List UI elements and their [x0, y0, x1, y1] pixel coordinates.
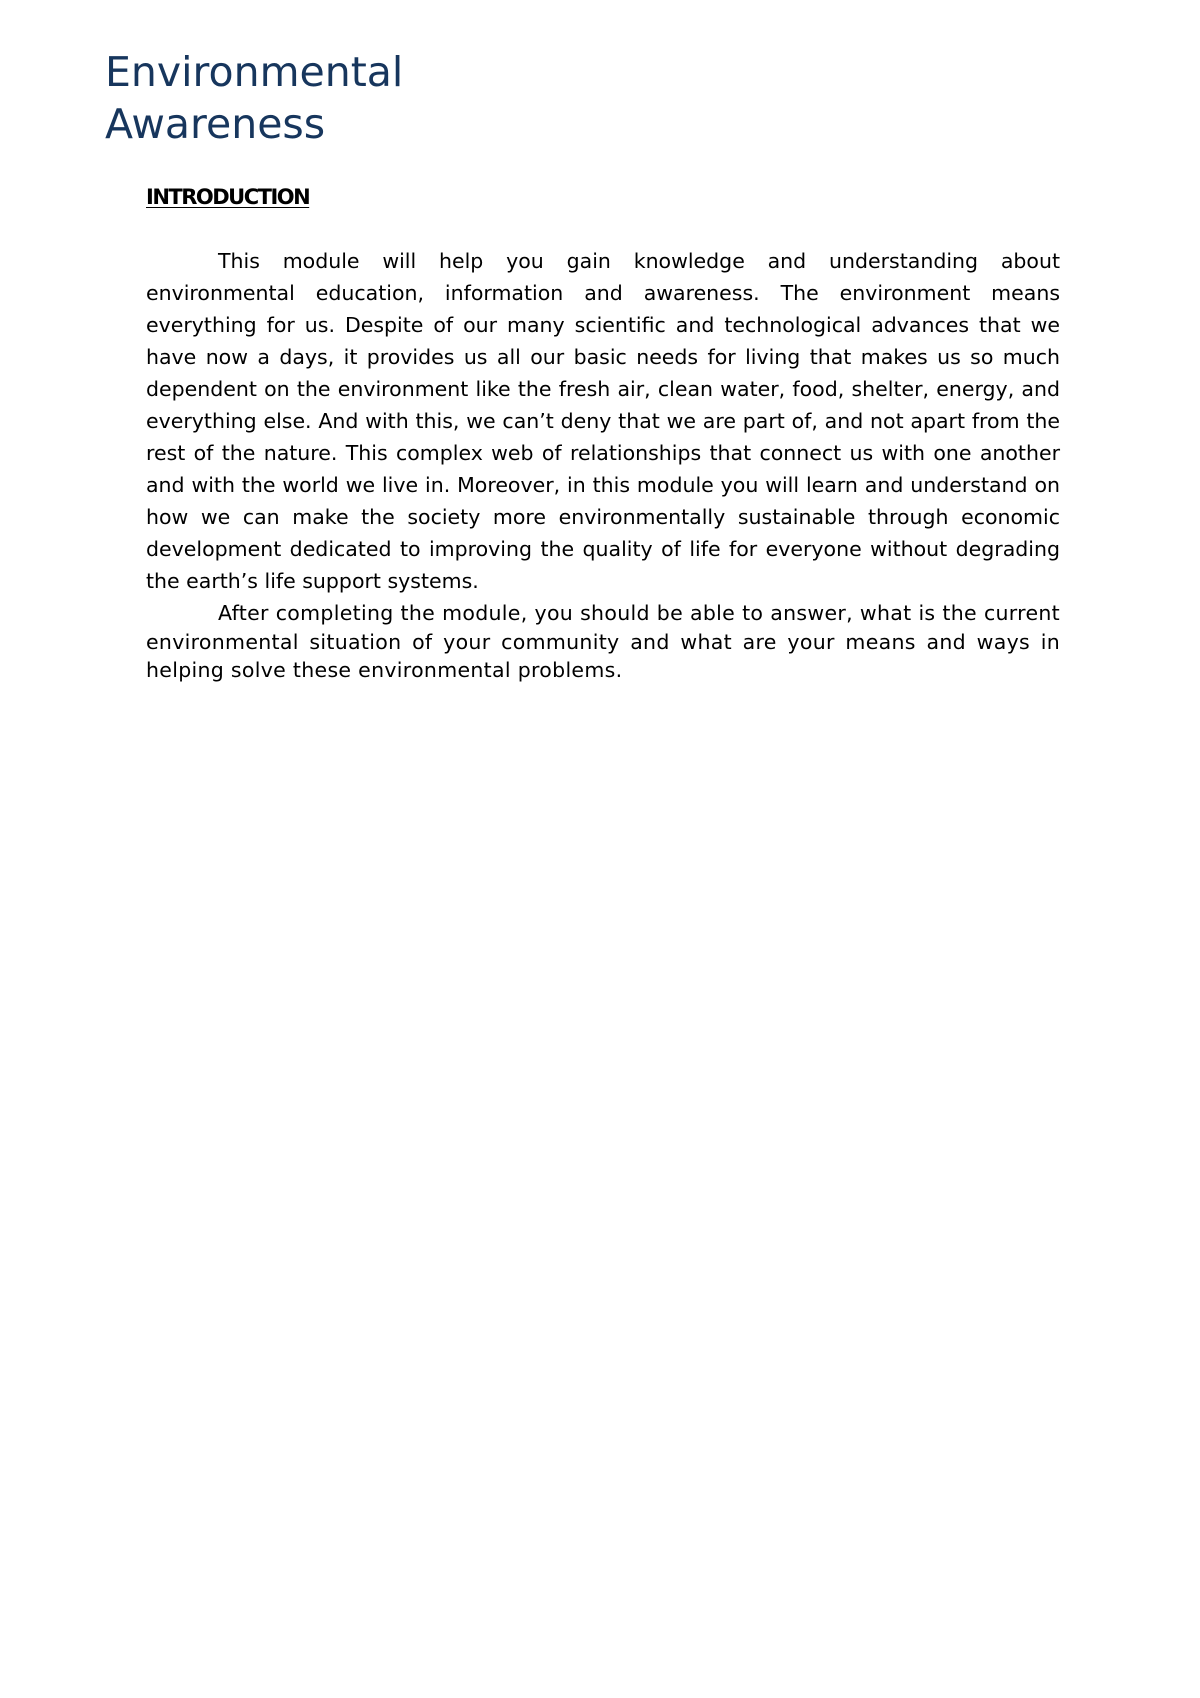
title-line-1: Environmental: [105, 48, 404, 96]
introduction-body: [146, 245, 1060, 685]
section-heading-introduction: INTRODUCTION: [146, 185, 310, 209]
introduction-paragraph-2: After completing the module, you should be able to answer, what is the current environmental situation of your community and what are your means and ways in helping solve these environmental problems.: [146, 601, 1060, 682]
introduction-paragraph-1: This module will help you gain knowledge and understanding about environmental education, information and awareness. The environment means everything for us. Despite of our many scientific and technological advances that we have now a days, it provides us all our basic needs for living that makes us so much dependent on the environment like the fresh air, clean water, food, shelter, energy, and everything else. And with this, we can’t deny that we are part of, and not apart from the rest of the nature. This complex web of relationships that connect us with one another and with the world we live in. Moreover, in this module you will learn and understand on how we can make the society more environmentally sustainable through economic development dedicated to improving the quality of life for everyone without degrading the earth’s life support systems.: [146, 249, 1060, 593]
document-title: [105, 46, 525, 150]
title-line-2: Awareness: [105, 100, 326, 148]
